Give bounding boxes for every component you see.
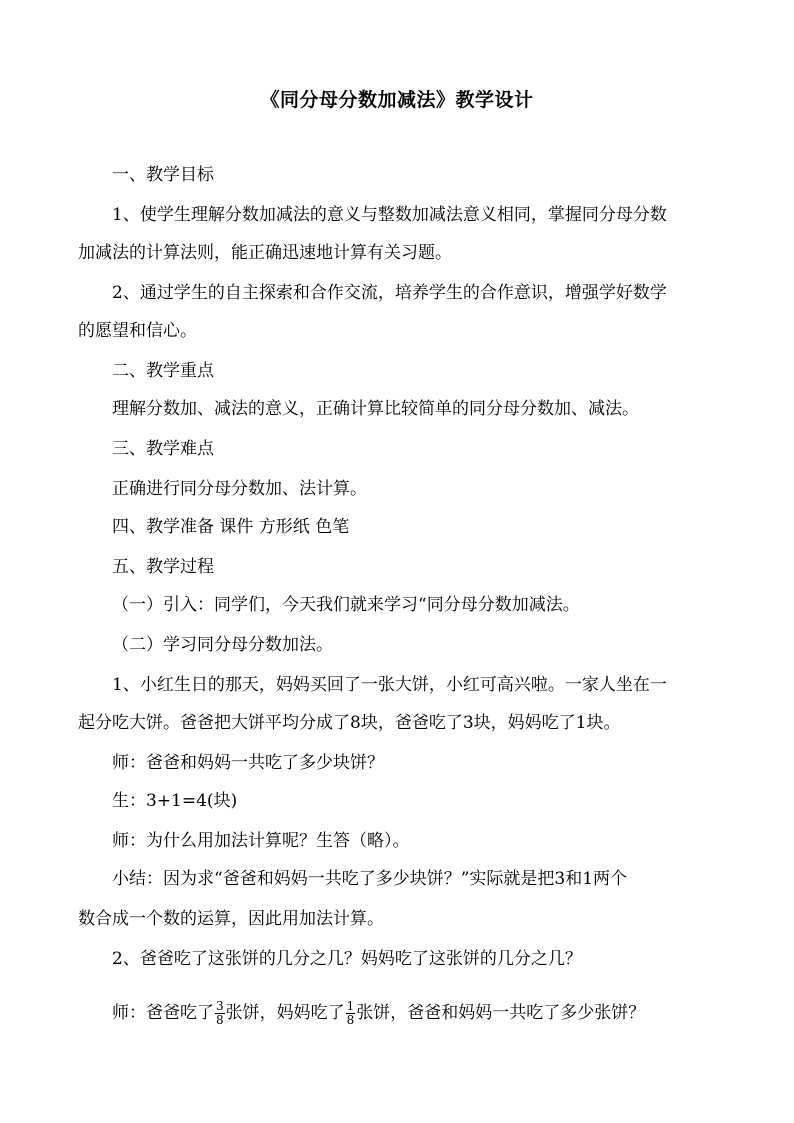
question-2: 2、爸爸吃了这张饼的几分之几？妈妈吃了这张饼的几分之几？ (112, 949, 582, 969)
teacher-fraction-question (112, 1000, 772, 1027)
fraction-one-eighth (346, 1000, 356, 1027)
objective-2-line-2: 的愿望和信心。 (78, 321, 197, 341)
fraction-question-part-2: 张饼，妈妈吃了 (225, 1003, 345, 1023)
story-line-1: 1、小红生日的那天，妈妈买回了一张大饼，小红可高兴啦。一家人坐在一 (112, 675, 667, 695)
page-title: 《同分母分数加减法》教学设计 (260, 89, 534, 111)
fraction-denominator: 8 (216, 1013, 224, 1027)
section-heading-objectives: 一、教学目标 (112, 165, 214, 185)
key-points-text: 理解分数加、减法的意义，正确计算比较简单的同分母分数加、减法。 (112, 399, 639, 419)
section-heading-preparation: 四、教学准备 课件 方形纸 色笔 (112, 517, 350, 537)
section-heading-key-points: 二、教学重点 (112, 361, 214, 381)
difficulties-text: 正确进行同分母分数加、法计算。 (112, 479, 367, 499)
fraction-question-part-1: 师：爸爸吃了 (112, 1003, 214, 1023)
objective-1-line-1: 1、使学生理解分数加减法的意义与整数加减法意义相同，掌握同分母分数 (112, 205, 667, 225)
story-line-2: 起分吃大饼。爸爸把大饼平均分成了8块，爸爸吃了3块，妈妈吃了1块。 (78, 713, 621, 733)
teacher-question-2: 师：为什么用加法计算呢？生答（略）。 (112, 831, 410, 851)
fraction-question-part-3: 张饼，爸爸和妈妈一共吃了多少张饼？ (356, 1003, 646, 1023)
summary-line-2: 数合成一个数的运算，因此用加法计算。 (78, 909, 384, 929)
section-heading-process: 五、教学过程 (112, 557, 214, 577)
fraction-three-eighths (215, 1000, 225, 1027)
objective-1-line-2: 加减法的计算法则，能正确迅速地计算有关习题。 (78, 243, 452, 263)
fraction-denominator: 8 (346, 1013, 355, 1027)
summary-line-1: 小结：因为求“爸爸和妈妈一共吃了多少块饼？”实际就是把3和1两个 (112, 869, 628, 889)
student-answer-1: 生：3+1=4(块) (112, 791, 238, 811)
process-learn-addition: （二）学习同分母分数加法。 (112, 635, 333, 655)
objective-2-line-1: 2、通过学生的自主探索和合作交流，培养学生的合作意识，增强学好数学 (112, 283, 667, 303)
process-intro: （一）引入：同学们，今天我们就来学习“同分母分数加减法。 (112, 595, 580, 615)
fraction-numerator: 1 (346, 999, 355, 1013)
fraction-numerator: 3 (216, 999, 224, 1013)
teacher-question-1: 师：爸爸和妈妈一共吃了多少块饼？ (112, 753, 384, 773)
section-heading-difficulties: 三、教学难点 (112, 439, 214, 459)
